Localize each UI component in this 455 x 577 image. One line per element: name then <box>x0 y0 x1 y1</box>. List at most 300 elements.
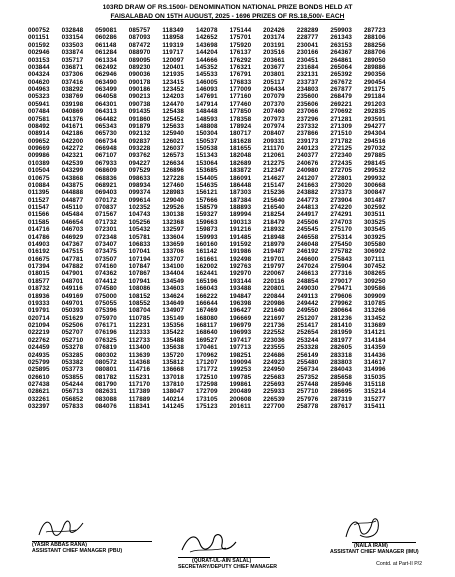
bond-number-cell: 039198 <box>61 100 84 108</box>
bond-number-cell: 132597 <box>162 226 184 234</box>
table-row <box>28 278 398 285</box>
bond-number-cell: 075000 <box>95 292 117 300</box>
bond-number-cell: 011566 <box>28 211 50 219</box>
bond-number-cell: 011585 <box>28 218 50 226</box>
bond-number-cell: 170461 <box>195 344 218 352</box>
table-row <box>28 182 398 189</box>
bond-number-cell: 194847 <box>229 292 252 300</box>
table-row <box>28 388 398 395</box>
bond-number-cell: 008492 <box>28 122 50 130</box>
bond-number-cell: 074160 <box>95 263 117 270</box>
table-row <box>28 211 398 218</box>
bond-number-cell: 046703 <box>61 226 84 234</box>
table-row <box>28 71 398 78</box>
bond-number-cell: 246600 <box>296 255 319 263</box>
bond-number-cell: 280664 <box>330 307 352 315</box>
bond-number-cell: 124203 <box>162 93 184 101</box>
bond-number-cell: 203661 <box>263 56 285 64</box>
bond-number-cell: 315214 <box>363 388 386 396</box>
bond-number-cell: 291203 <box>363 100 386 108</box>
bond-number-cell: 022219 <box>28 329 50 337</box>
bond-number-cell: 135422 <box>162 329 184 337</box>
bond-number-cell: 134907 <box>162 307 184 315</box>
bond-number-cell: 285658 <box>330 373 352 381</box>
table-row <box>28 337 398 344</box>
bond-number-cell: 133706 <box>162 248 184 256</box>
bond-number-cell: 041376 <box>61 115 84 123</box>
bond-number-cell: 307452 <box>363 263 386 270</box>
bond-number-cell: 237066 <box>296 108 319 116</box>
bond-number-cell: 048701 <box>61 277 84 285</box>
bond-number-cell: 273020 <box>330 181 352 189</box>
bond-number-cell: 290356 <box>363 71 386 79</box>
bond-number-cell: 133659 <box>162 240 184 248</box>
bond-number-cell: 225693 <box>263 381 285 388</box>
bond-number-cell: 239173 <box>296 137 319 145</box>
table-row <box>28 396 398 403</box>
bond-number-cell: 241207 <box>296 174 319 182</box>
bond-number-cell: 273373 <box>330 189 352 197</box>
bond-number-cell: 203516 <box>263 49 285 57</box>
bond-number-cell: 091435 <box>128 108 151 116</box>
bond-number-cell: 272125 <box>330 145 352 152</box>
bond-number-cell: 007581 <box>28 115 50 123</box>
bond-number-cell: 060286 <box>95 34 117 42</box>
bond-number-cell: 102352 <box>128 204 151 211</box>
bond-number-cell: 192970 <box>229 270 252 278</box>
left-signature-block <box>32 541 152 555</box>
bond-number-cell: 159663 <box>195 218 218 226</box>
bond-number-cell: 275170 <box>330 226 352 234</box>
bond-number-cell: 145352 <box>195 63 218 71</box>
bond-number-cell: 237332 <box>296 122 319 130</box>
bond-number-cell: 064313 <box>95 108 117 116</box>
bond-number-cell: 303511 <box>363 211 386 219</box>
bond-number-cell: 118341 <box>128 403 151 411</box>
bond-number-cell: 105432 <box>128 226 151 234</box>
bond-number-cell: 049116 <box>61 285 83 293</box>
bond-number-cell: 284043 <box>330 366 352 374</box>
bond-number-cell: 218479 <box>263 218 285 226</box>
bond-number-cell: 073475 <box>95 248 117 256</box>
bond-number-cell: 191592 <box>229 240 252 248</box>
bond-number-cell: 221697 <box>263 314 285 322</box>
bond-number-cell: 308265 <box>363 270 386 278</box>
bond-number-cell: 117889 <box>128 395 151 403</box>
bond-number-cell: 064058 <box>95 93 117 101</box>
bond-number-cell: 043875 <box>61 181 84 189</box>
bond-number-cell: 314996 <box>363 366 386 374</box>
bond-number-cell: 224950 <box>263 366 285 374</box>
bond-number-cell: 145533 <box>195 71 218 79</box>
bond-number-cell: 282605 <box>330 344 352 352</box>
table-row <box>28 322 398 329</box>
bond-number-cell: 220986 <box>263 299 285 307</box>
bond-number-cell: 056852 <box>61 395 84 403</box>
bond-number-cell: 009652 <box>28 137 50 145</box>
bond-number-cell: 314617 <box>363 358 386 366</box>
table-row <box>28 197 398 204</box>
bond-number-cell: 124470 <box>162 100 184 108</box>
bond-number-cell: 148593 <box>195 115 218 123</box>
bond-number-cell: 268479 <box>330 93 352 101</box>
bond-number-cell: 090036 <box>128 71 151 79</box>
bond-number-cell: 045110 <box>61 204 83 211</box>
bond-number-cell: 032397 <box>28 403 50 411</box>
bond-number-cell: 230451 <box>296 56 319 64</box>
bond-number-cell: 065343 <box>95 122 117 130</box>
table-row <box>28 234 398 241</box>
bond-number-cell: 041671 <box>61 122 84 130</box>
bond-number-cell: 193488 <box>229 285 252 293</box>
bond-number-cell: 016192 <box>28 248 50 256</box>
center-signatory-title: SECRETARY/DEPUTY CHIEF MANAGER <box>178 564 278 571</box>
bond-number-cell: 305580 <box>363 240 386 248</box>
bond-number-cell: 181655 <box>229 145 252 152</box>
bond-number-cell: 126896 <box>162 167 184 175</box>
bond-number-cell: 255480 <box>296 358 319 366</box>
bond-number-cell: 136668 <box>162 366 184 374</box>
bond-number-cell: 075396 <box>95 307 117 315</box>
bond-number-cell: 240676 <box>296 159 319 167</box>
bond-number-cell: 218979 <box>263 240 285 248</box>
bond-number-cell: 000752 <box>28 27 50 34</box>
bond-number-cell: 033503 <box>61 41 84 49</box>
bond-number-cell: 212061 <box>263 152 285 160</box>
table-row <box>28 116 398 123</box>
bond-number-cell: 082631 <box>95 388 117 396</box>
bond-number-cell: 137018 <box>162 373 184 381</box>
bond-number-cell: 009669 <box>28 145 50 152</box>
bond-number-cell: 010884 <box>28 181 50 189</box>
bond-number-cell: 162002 <box>195 263 218 270</box>
bond-number-cell: 207974 <box>263 122 285 130</box>
bond-number-cell: 147691 <box>195 93 218 101</box>
center-signature-block <box>178 557 288 571</box>
bond-number-cell: 115231 <box>128 373 151 381</box>
bond-number-cell: 235606 <box>296 100 319 108</box>
bond-number-cell: 275843 <box>330 255 352 263</box>
bond-number-cell: 199785 <box>229 373 252 381</box>
bond-number-cell: 054244 <box>61 381 84 388</box>
bond-number-cell: 008914 <box>28 130 50 138</box>
bond-number-cell: 118958 <box>162 34 184 42</box>
bond-number-cell: 178358 <box>229 115 252 123</box>
bond-number-cell: 207460 <box>263 108 285 116</box>
bond-number-cell: 310785 <box>363 299 386 307</box>
bond-number-cell: 175701 <box>229 34 252 42</box>
bond-number-cell: 175144 <box>229 27 252 34</box>
bond-number-cell: 171207 <box>195 358 218 366</box>
bond-number-cell: 249030 <box>296 285 319 293</box>
bond-number-cell: 119319 <box>162 41 184 49</box>
right-signature-block <box>330 542 440 556</box>
bond-number-cell: 289050 <box>363 56 386 64</box>
bond-number-cell: 180717 <box>229 130 252 138</box>
bond-number-cell: 018936 <box>28 292 50 300</box>
bond-number-cell: 168117 <box>195 322 218 329</box>
bond-number-cell: 197417 <box>229 336 252 344</box>
bond-number-cell: 150304 <box>195 130 218 138</box>
bond-number-cell: 153685 <box>195 167 218 175</box>
bond-number-cell: 093762 <box>128 152 151 160</box>
bond-number-cell: 190313 <box>229 218 252 226</box>
bond-number-cell: 144666 <box>195 56 218 64</box>
bond-number-cell: 303925 <box>363 233 386 241</box>
bond-number-cell: 286695 <box>330 388 352 396</box>
bond-number-cell: 093228 <box>128 145 151 152</box>
table-row <box>28 329 398 336</box>
table-row <box>28 241 398 248</box>
bond-number-cell: 146093 <box>195 86 218 93</box>
bond-number-cell: 207079 <box>263 93 285 101</box>
bond-number-cell: 024459 <box>28 344 50 352</box>
bond-number-cell: 249113 <box>296 292 319 300</box>
table-row <box>28 101 398 108</box>
bond-number-cell: 275904 <box>330 263 352 270</box>
bond-number-cell: 133604 <box>162 233 184 241</box>
bond-number-cell: 221640 <box>263 307 285 315</box>
bond-number-cell: 235600 <box>296 93 319 101</box>
bond-number-cell: 069403 <box>95 189 117 197</box>
bond-number-cell: 153064 <box>195 159 218 167</box>
bond-number-cell: 014786 <box>28 233 50 241</box>
bond-number-cell: 314184 <box>363 336 386 344</box>
table-row <box>28 86 398 93</box>
bond-number-cell: 047901 <box>61 270 84 278</box>
table-row <box>28 226 398 233</box>
bond-number-cell: 046929 <box>61 233 84 241</box>
table-row <box>28 167 398 174</box>
bond-number-cell: 044888 <box>61 189 84 197</box>
bond-number-cell: 128983 <box>162 189 184 197</box>
bond-number-cell: 066948 <box>95 145 117 152</box>
bond-number-cell: 074412 <box>95 277 117 285</box>
bond-number-cell: 203801 <box>263 71 285 79</box>
bond-number-cell: 303525 <box>363 218 386 226</box>
bond-number-cell: 281236 <box>330 314 352 322</box>
bond-number-cell: 275314 <box>330 233 352 241</box>
bond-number-cell: 010675 <box>28 174 50 182</box>
bond-number-cell: 090738 <box>128 100 151 108</box>
bond-number-cell: 005323 <box>28 93 50 101</box>
bond-number-cell: 220844 <box>263 292 285 300</box>
bond-number-cell: 083088 <box>95 395 117 403</box>
bond-number-cell: 173105 <box>195 395 218 403</box>
bond-number-cell: 182689 <box>229 159 252 167</box>
bond-number-cell: 288106 <box>363 34 386 42</box>
bond-number-cell: 294516 <box>363 137 386 145</box>
bond-number-cell: 053773 <box>61 366 84 374</box>
bond-number-cell: 206434 <box>263 86 285 93</box>
bond-number-cell: 183872 <box>229 167 252 175</box>
bond-number-cell: 042321 <box>61 152 84 160</box>
bond-number-cell: 067107 <box>95 152 117 160</box>
bond-number-cell: 072301 <box>95 226 117 234</box>
bond-number-cell: 246613 <box>296 270 319 278</box>
bond-number-cell: 019333 <box>28 299 50 307</box>
bond-number-cell: 080801 <box>95 366 117 374</box>
bond-number-cell: 014903 <box>28 240 50 248</box>
bond-number-cell: 108704 <box>128 307 151 315</box>
bond-number-cell: 246558 <box>296 233 319 241</box>
bond-number-cell: 089095 <box>128 56 151 64</box>
bond-number-cell: 068609 <box>95 167 117 175</box>
bond-number-cell: 110785 <box>128 314 151 322</box>
bond-number-cell: 166644 <box>195 299 218 307</box>
bond-number-cell: 306902 <box>363 248 386 256</box>
bond-number-cell: 314436 <box>363 351 386 359</box>
bond-number-cell: 176833 <box>229 78 252 86</box>
bond-number-cell: 166222 <box>195 292 218 300</box>
bond-number-cell: 287723 <box>363 27 386 34</box>
bond-number-cell: 143698 <box>195 41 218 49</box>
bond-number-cell: 291175 <box>363 86 386 93</box>
bond-number-cell: 004324 <box>28 71 50 79</box>
bond-number-cell: 132368 <box>162 218 184 226</box>
bond-number-cell: 148448 <box>195 108 218 116</box>
bond-number-cell: 019791 <box>28 307 50 315</box>
bond-number-cell: 062946 <box>95 71 117 79</box>
bond-number-cell: 080572 <box>95 358 117 366</box>
bond-number-cell: 047515 <box>61 248 84 256</box>
table-row <box>28 79 398 86</box>
bond-number-cell: 134404 <box>162 270 184 278</box>
bond-number-cell: 033874 <box>61 49 84 57</box>
bond-number-cell: 047367 <box>61 240 84 248</box>
bond-number-cell: 068921 <box>95 181 117 189</box>
bond-number-cell: 196398 <box>229 299 252 307</box>
bond-number-cell: 218948 <box>263 233 285 241</box>
bond-number-cell: 142078 <box>195 27 218 34</box>
table-row <box>28 152 398 159</box>
bond-number-cell: 177009 <box>229 86 252 93</box>
bond-number-cell: 099374 <box>128 189 151 197</box>
bond-number-cell: 315277 <box>363 395 386 403</box>
bond-number-cell: 159327 <box>195 211 218 219</box>
table-row <box>28 27 398 34</box>
bond-number-cell: 123415 <box>162 78 184 86</box>
table-row <box>28 374 398 381</box>
bond-number-cell: 225683 <box>263 373 285 381</box>
bond-number-cell: 108152 <box>128 292 151 300</box>
center-signature-scrawl-icon <box>178 530 238 558</box>
bond-number-cell: 176321 <box>229 63 252 71</box>
bond-number-cell: 244773 <box>296 196 319 204</box>
bond-number-cell: 042186 <box>61 130 84 138</box>
bond-number-cell: 062492 <box>95 63 117 71</box>
bond-number-cell: 007484 <box>28 108 50 116</box>
bond-number-cell: 063490 <box>95 78 117 86</box>
bond-number-cell: 142652 <box>195 34 218 42</box>
bond-number-cell: 025895 <box>28 366 50 374</box>
bond-number-cell: 215640 <box>263 196 285 204</box>
bond-number-cell: 088970 <box>128 49 151 57</box>
bond-number-cell: 117389 <box>128 388 151 396</box>
bond-number-cell: 196669 <box>229 314 252 322</box>
bond-number-cell: 074362 <box>95 270 117 278</box>
bond-number-cell: 271510 <box>330 130 352 138</box>
bond-number-cell: 138047 <box>162 388 184 396</box>
bond-number-cell: 274703 <box>330 218 352 226</box>
bond-number-cell: 168640 <box>195 329 218 337</box>
bond-number-cell: 257448 <box>296 381 319 388</box>
bond-number-cell: 196979 <box>229 322 252 329</box>
prize-number-table <box>28 27 398 411</box>
bond-number-cell: 001151 <box>28 34 50 42</box>
bond-number-cell: 197713 <box>229 344 252 352</box>
bond-number-cell: 313266 <box>363 307 386 315</box>
table-row <box>28 403 398 410</box>
bond-number-cell: 272435 <box>330 159 352 167</box>
bond-number-cell: 084076 <box>95 403 117 411</box>
bond-number-cell: 237866 <box>296 130 319 138</box>
bond-number-cell: 076819 <box>95 344 117 352</box>
bond-number-cell: 126634 <box>162 159 184 167</box>
bond-number-cell: 107941 <box>128 277 151 285</box>
bond-number-cell: 108086 <box>128 285 151 293</box>
table-row <box>28 300 398 307</box>
bond-number-cell: 244813 <box>296 204 319 211</box>
bond-number-cell: 074580 <box>95 285 117 293</box>
bond-number-cell: 047882 <box>61 263 84 270</box>
bond-number-cell: 071567 <box>95 211 117 219</box>
bond-number-cell: 134624 <box>162 292 184 300</box>
bond-number-cell: 135149 <box>162 314 184 322</box>
bond-number-cell: 026610 <box>28 373 50 381</box>
bond-number-cell: 241663 <box>296 181 319 189</box>
bond-number-cell: 247024 <box>296 263 319 270</box>
bond-number-cell: 264861 <box>330 56 352 64</box>
bond-number-cell: 248854 <box>296 277 319 285</box>
right-signatory-name: (NAILA IRAM) <box>354 543 388 549</box>
table-row <box>28 175 398 182</box>
bond-number-cell: 087093 <box>128 34 151 42</box>
bond-number-cell: 199861 <box>229 381 252 388</box>
bond-number-cell: 087472 <box>128 41 151 49</box>
bond-number-cell: 253328 <box>296 344 319 352</box>
bond-number-cell: 257976 <box>296 395 319 403</box>
left-signature-scrawl-icon <box>36 515 86 541</box>
bond-number-cell: 028621 <box>28 388 50 396</box>
bond-number-cell: 245506 <box>296 218 319 226</box>
bond-number-cell: 107041 <box>128 248 151 256</box>
bond-number-cell: 177850 <box>229 108 252 116</box>
bond-number-cell: 309250 <box>363 277 386 285</box>
bond-number-cell: 014716 <box>28 226 50 234</box>
continuation-note: Contd. at Part-II P/2 <box>376 561 422 567</box>
bond-number-cell: 297032 <box>363 145 386 152</box>
table-row <box>28 315 398 322</box>
bond-number-cell: 187303 <box>229 189 252 197</box>
bond-number-cell: 249442 <box>296 299 319 307</box>
bond-number-cell: 231684 <box>296 63 319 71</box>
bond-number-cell: 166043 <box>195 285 218 293</box>
bond-number-cell: 052710 <box>61 336 84 344</box>
bond-number-cell: 227700 <box>263 403 285 411</box>
bond-number-cell: 071732 <box>95 218 117 226</box>
bond-number-cell: 098934 <box>128 181 151 189</box>
bond-number-cell: 175920 <box>229 41 252 49</box>
bond-number-cell: 157666 <box>195 196 218 204</box>
bond-number-cell: 182048 <box>229 152 252 160</box>
bond-number-cell: 091860 <box>128 115 151 123</box>
table-row <box>28 57 398 64</box>
bond-number-cell: 176791 <box>229 71 252 79</box>
bond-number-cell: 043299 <box>61 167 84 175</box>
bond-number-cell: 114368 <box>128 358 151 366</box>
bond-number-cell: 233737 <box>296 78 319 86</box>
